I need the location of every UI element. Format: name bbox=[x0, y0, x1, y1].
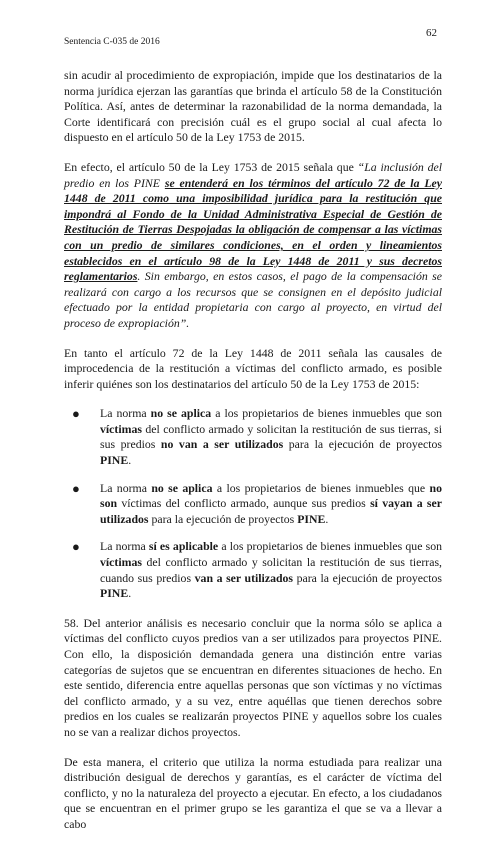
paragraph-5: De esta manera, el criterio que utiliza la norma estudiada para realizar una distribución desigual de derechos y garantías, es el carácter de víctima del conflicto, y no la naturaleza del proyecto a ejecutar. En efecto, a los ciudadanos que se encuentran en el primer grupo se les garantiza el que se va a llevar a cabo bbox=[64, 754, 442, 831]
quote-start: “La inclusión del predio en los PINE bbox=[64, 159, 442, 190]
bullet-icon: ● bbox=[72, 406, 80, 422]
paragraph-2 bbox=[64, 160, 442, 332]
bullet-item-1: ● La norma no se aplica a los propietarios de bienes inmuebles que son víctimas del conflicto armado y solicitan la restitución de sus tierras, si sus predios no van a ser utilizados para la ejecución de proyectos PINE. bbox=[72, 406, 442, 468]
bullet-icon: ● bbox=[72, 539, 80, 555]
paragraph-2-intro: En efecto, el artículo 50 de la Ley 1753 de 2015 señala que bbox=[64, 159, 358, 174]
running-header: Sentencia C-035 de 2016 bbox=[64, 37, 160, 47]
bullet-icon: ● bbox=[72, 480, 80, 496]
bullet-item-2: ● La norma no se aplica a los propietarios de bienes inmuebles que no son víctimas del conflicto armado, aunque sus predios sí vayan a ser utilizados para la ejecución de proyectos PINE. bbox=[72, 480, 442, 526]
quote-emphasis: se entenderá en los términos del artículo 72 de la Ley 1448 de 2011 como una imposibilidad jurídica para la restitución que impondrá al Fondo de la Unidad Administrativa Especial de Gestión de Restitución de Tierras Despojadas la obligación de compensar a las víctimas con un predio de similares condiciones, en el orden y lineamientos establecidos en el artículo 98 de la Ley 1448 de 2011 y sus decretos reglamentarios bbox=[64, 175, 443, 284]
bullet-list bbox=[64, 406, 442, 602]
paragraph-3: En tanto el artículo 72 de la Ley 1448 de 2011 señala las causales de improcedencia de la restitución a víctimas del conflicto armado, es posible inferir quiénes son los destinatarios del artículo 50 de la Ley 1753 de 2015: bbox=[64, 345, 442, 391]
document-body bbox=[64, 68, 442, 847]
paragraph-1: sin acudir al procedimiento de expropiación, impide que los destinatarios de la norma jurídica ejerzan las garantías que brinda el artículo 58 de la Constitución Política. Así, antes de determinar la razonabilidad de la norma demandada, la Corte identificará con precisión cuál es el grupo social al cual afecta lo dispuesto en el artículo 50 de la Ley 1753 de 2015. bbox=[64, 68, 442, 145]
paragraph-4: 58. Del anterior análisis es necesario concluir que la norma sólo se aplica a víctimas del conflicto cuyos predios van a ser utilizados para proyectos PINE. Con ello, la disposición demandada genera una distinción entre varias categorías de sujetos que se encuentran en diferentes situaciones de hecho. En este sentido, diferencia entre aquellas personas que son víctimas y no víctimas del conflicto armado, y a su vez, entre aquéllas que tienen derechos sobre predios en los cuales se realizarán proyectos PINE y aquellos sobre los cuales no se van a realizar dichos proyectos. bbox=[64, 615, 442, 739]
quote-end: . Sin embargo, en estos casos, el pago de la compensación se realizará con cargo a los recursos que se consignen en el depósito judicial efectuado por la entidad propietaria con cargo al proyecto, en virtud del proceso de expropiación”. bbox=[64, 269, 442, 330]
bullet-item-3: ● La norma sí es aplicable a los propietarios de bienes inmuebles que son víctimas del conflicto armado y solicitan la restitución de sus tierras, cuando sus predios van a ser utilizados para la ejecución de proyectos PINE. bbox=[72, 539, 442, 601]
page-number: 62 bbox=[426, 27, 437, 39]
